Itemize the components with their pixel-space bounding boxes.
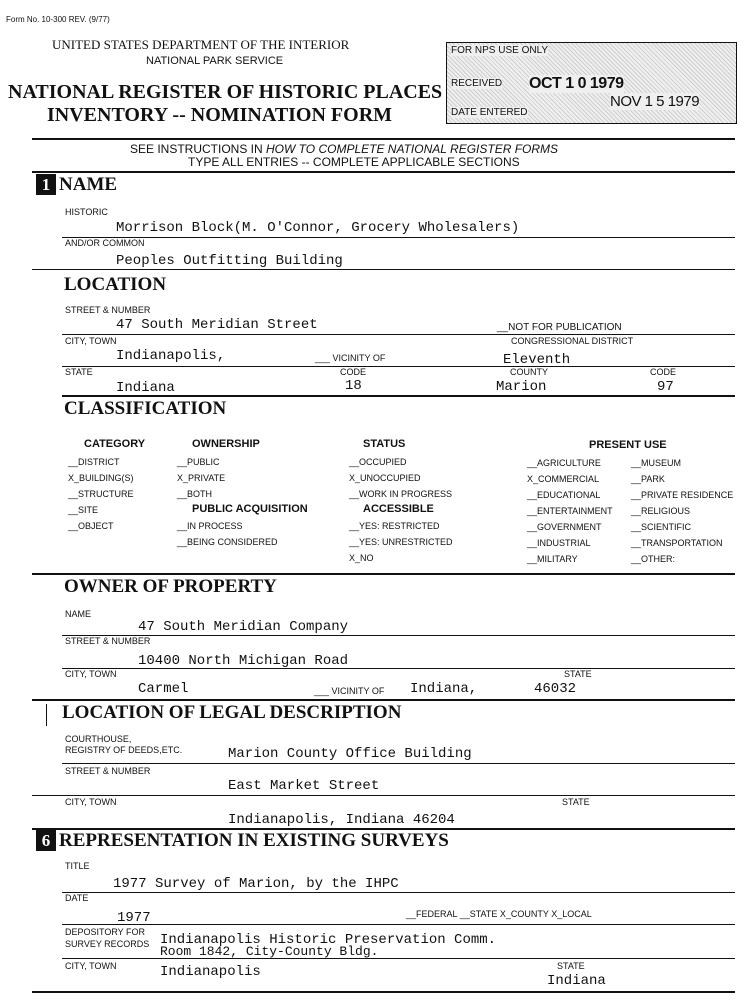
location-city-value: Indianapolis,: [116, 348, 226, 364]
owner-city-value: Carmel: [138, 681, 189, 697]
accessible-unrestricted[interactable]: __YES: UNRESTRICTED: [349, 537, 453, 547]
category-heading: CATEGORY: [84, 438, 146, 450]
use-other[interactable]: __OTHER:: [631, 554, 676, 564]
owner-vicinity-label: ___ VICINITY OF: [314, 686, 385, 696]
owner-state-label: STATE: [564, 669, 592, 679]
historic-name-value: Morrison Block(M. O'Connor, Grocery Wholesalers): [116, 220, 520, 236]
owner-name-value: 47 South Meridian Company: [138, 619, 349, 635]
category-district[interactable]: __DISTRICT: [68, 457, 120, 467]
legal-street-value: East Market Street: [228, 778, 380, 794]
owner-street-label: STREET & NUMBER: [65, 636, 151, 646]
category-site[interactable]: __SITE: [68, 505, 99, 515]
accessible-heading: ACCESSIBLE: [363, 503, 434, 515]
legal-city-value: Indianapolis, Indiana 46204: [228, 812, 455, 828]
ownership-heading: OWNERSHIP: [192, 438, 260, 450]
location-state-value: Indiana: [116, 380, 175, 396]
name-section-title: NAME: [59, 174, 118, 195]
courthouse-line: [62, 763, 735, 764]
legal-state-label: STATE: [562, 797, 590, 807]
congressional-district-value: Eleventh: [503, 352, 571, 368]
location-heading: LOCATION: [64, 274, 167, 295]
survey-state-value: Indiana: [547, 973, 606, 989]
survey-title-value: 1977 Survey of Marion, by the IHPC: [113, 876, 399, 892]
use-private-residence[interactable]: __PRIVATE RESIDENCE: [631, 490, 734, 500]
owner-city-label: CITY, TOWN: [65, 669, 117, 679]
county-value: Marion: [496, 379, 547, 395]
date-entered-label: DATE ENTERED: [451, 107, 528, 118]
header-divider: [32, 138, 735, 140]
congressional-district-label: CONGRESSIONAL DISTRICT: [511, 336, 634, 346]
survey-date-value: 1977: [117, 910, 151, 926]
survey-date-label: DATE: [65, 893, 89, 903]
received-stamp: OCT 1 0 1979: [529, 75, 624, 92]
use-educational[interactable]: __EDUCATIONAL: [527, 490, 601, 500]
use-military[interactable]: __MILITARY: [527, 554, 578, 564]
depository-label-2: SURVEY RECORDS: [65, 939, 150, 949]
present-use-heading: PRESENT USE: [589, 439, 667, 451]
courthouse-value: Marion County Office Building: [228, 746, 472, 762]
owner-state-value: Indiana,: [410, 681, 478, 697]
use-entertainment[interactable]: __ENTERTAINMENT: [527, 506, 613, 516]
status-work-in-progress[interactable]: __WORK IN PROGRESS: [349, 489, 453, 499]
category-buildings[interactable]: X_BUILDING(S): [68, 473, 134, 483]
use-industrial[interactable]: __INDUSTRIAL: [527, 538, 591, 548]
location-city-line: [62, 366, 735, 367]
owner-divider: [32, 699, 735, 701]
ownership-both[interactable]: __BOTH: [177, 489, 213, 499]
survey-levels: __FEDERAL __STATE X_COUNTY X_LOCAL: [406, 909, 592, 919]
state-code-label: CODE: [340, 367, 367, 377]
survey-city-value: Indianapolis: [160, 964, 261, 980]
common-line: [32, 269, 735, 270]
location-city-label: CITY, TOWN: [65, 336, 117, 346]
section-number-1: 1: [36, 174, 56, 195]
location-vicinity-label: ___ VICINITY OF: [315, 353, 386, 363]
legal-street-label: STREET & NUMBER: [65, 766, 151, 776]
surveys-section-title: REPRESENTATION IN EXISTING SURVEYS: [59, 830, 449, 851]
depository-value-1: Indianapolis Historic Preservation Comm.: [160, 932, 497, 948]
survey-title-line: [62, 892, 735, 893]
name-section-heading: [36, 174, 117, 196]
public-acquisition-heading: PUBLIC ACQUISITION: [192, 503, 308, 515]
service-name: NATIONAL PARK SERVICE: [146, 55, 284, 67]
status-unoccupied[interactable]: X_UNOCCUPIED: [349, 473, 421, 483]
accessible-restricted[interactable]: __YES: RESTRICTED: [349, 521, 440, 531]
courthouse-label-2: REGISTRY OF DEEDS,ETC.: [65, 745, 183, 755]
legal-description-heading: LOCATION OF LEGAL DESCRIPTION: [62, 702, 402, 723]
form-number: Form No. 10-300 REV. (9/77): [6, 15, 110, 24]
location-state-label: STATE: [65, 367, 93, 377]
legal-city-label: CITY, TOWN: [65, 797, 117, 807]
county-code-value: 97: [657, 379, 674, 395]
survey-title-label: TITLE: [65, 861, 90, 871]
use-commercial[interactable]: X_COMMERCIAL: [527, 474, 600, 484]
state-code-value: 18: [345, 378, 362, 394]
owner-street-value: 10400 North Michigan Road: [138, 653, 349, 669]
accessible-no[interactable]: X_NO: [349, 553, 374, 563]
date-entered-stamp: NOV 1 5 1979: [610, 93, 700, 110]
use-agriculture[interactable]: __AGRICULTURE: [527, 458, 601, 468]
legal-street-line: [32, 795, 735, 796]
depository-line: [62, 958, 735, 959]
acquisition-being-considered[interactable]: __BEING CONSIDERED: [177, 537, 278, 547]
not-for-publication: __NOT FOR PUBLICATION: [497, 322, 622, 333]
nps-use-only-label: FOR NPS USE ONLY: [451, 45, 549, 56]
status-heading: STATUS: [363, 438, 406, 450]
ownership-private[interactable]: X_PRIVATE: [177, 473, 226, 483]
owner-heading: OWNER OF PROPERTY: [64, 576, 277, 597]
department-name: UNITED STATES DEPARTMENT OF THE INTERIOR: [52, 37, 350, 52]
owner-name-line: [62, 635, 735, 636]
owner-street-line: [62, 668, 735, 669]
common-label: AND/OR COMMON: [65, 238, 145, 248]
county-code-label: CODE: [650, 367, 677, 377]
location-street-label: STREET & NUMBER: [65, 305, 151, 315]
form-subtitle: INVENTORY -- NOMINATION FORM: [47, 104, 393, 126]
location-state-line: [62, 395, 735, 397]
survey-date-line: [62, 924, 735, 925]
surveys-divider: [32, 991, 735, 993]
acquisition-in-process[interactable]: __IN PROCESS: [177, 521, 243, 531]
form-title: NATIONAL REGISTER OF HISTORIC PLACES: [8, 81, 443, 103]
historic-line: [62, 237, 735, 238]
courthouse-label-1: COURTHOUSE,: [65, 734, 132, 744]
instructions-divider: [32, 171, 735, 173]
depository-value-2: Room 1842, City-County Bldg.: [160, 944, 379, 959]
common-name-value: Peoples Outfitting Building: [116, 253, 343, 269]
instructions-text: SEE INSTRUCTIONS IN: [130, 142, 267, 156]
use-museum[interactable]: __MUSEUM: [631, 458, 682, 468]
received-label: RECEIVED: [451, 78, 503, 89]
survey-state-label: STATE: [557, 961, 585, 971]
category-structure[interactable]: __STRUCTURE: [68, 489, 134, 499]
ownership-public[interactable]: __PUBLIC: [177, 457, 220, 467]
nps-use-only-box: [446, 42, 737, 124]
category-object[interactable]: __OBJECT: [68, 521, 114, 531]
owner-name-label: NAME: [65, 609, 92, 619]
location-street-value: 47 South Meridian Street: [116, 317, 318, 333]
use-transportation[interactable]: __TRANSPORTATION: [631, 538, 723, 548]
location-street-line: [62, 334, 735, 335]
survey-city-label: CITY, TOWN: [65, 961, 117, 971]
depository-label-1: DEPOSITORY FOR: [65, 927, 146, 937]
use-government[interactable]: __GOVERNMENT: [527, 522, 602, 532]
owner-zip-value: 46032: [534, 681, 577, 697]
status-occupied[interactable]: __OCCUPIED: [349, 457, 407, 467]
use-park[interactable]: __PARK: [631, 474, 665, 484]
classification-divider: [32, 573, 735, 575]
county-label: COUNTY: [510, 367, 548, 377]
classification-heading: CLASSIFICATION: [64, 398, 227, 419]
instructions-line-2: TYPE ALL ENTRIES -- COMPLETE APPLICABLE SECTIONS: [188, 155, 520, 169]
section-number-6: 6: [36, 830, 56, 851]
instructions-line-1: [130, 142, 558, 156]
use-religious[interactable]: __RELIGIOUS: [631, 506, 691, 516]
legal-margin-mark: [46, 704, 47, 726]
instructions-reference: HOW TO COMPLETE NATIONAL REGISTER FORMS: [266, 142, 559, 156]
use-scientific[interactable]: __SCIENTIFIC: [631, 522, 692, 532]
surveys-section-heading: [36, 830, 449, 852]
historic-label: HISTORIC: [65, 207, 108, 217]
